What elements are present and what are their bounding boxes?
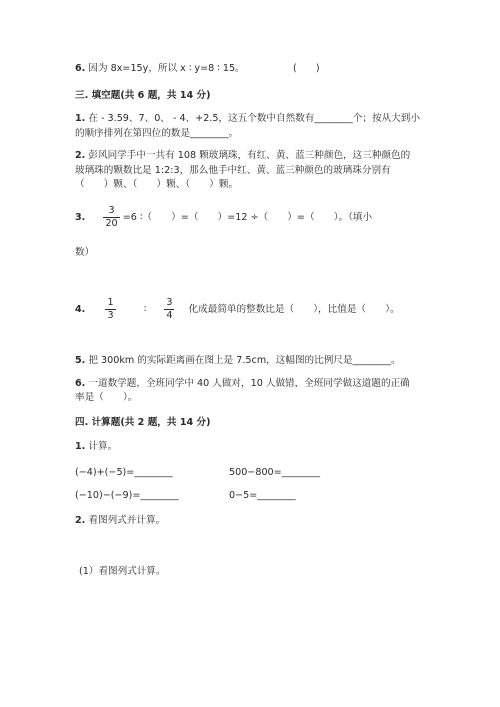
answer-blank: ( )	[293, 63, 320, 74]
fraction	[103, 205, 119, 230]
question-text: 在 - 3.59、7、0、 - 4、+2.5，这五个数中自然数有________个；按从大到小	[88, 113, 420, 124]
fraction-denominator: 20	[105, 217, 118, 229]
section-title-calc: 四. 计算题(共 2 题，共 14 分)	[75, 417, 211, 428]
sub-question-1: (1）看图列式计算。	[79, 566, 166, 577]
fraction-numerator: 1	[107, 296, 114, 308]
question-number: 6.	[75, 378, 86, 389]
question-text-continued: 率是（ ）。	[75, 392, 138, 403]
fill-question-3	[75, 203, 372, 233]
fill-question-6	[75, 377, 410, 390]
expression-1: (−4)+(−5)=________	[75, 467, 173, 478]
fill-question-5	[75, 354, 400, 367]
question-number: 5.	[75, 355, 86, 366]
fraction	[164, 297, 174, 322]
question-text: 计算。	[88, 441, 118, 452]
fill-question-2	[75, 149, 410, 162]
section-title-fill: 三. 填空题(共 6 题，共 14 分)	[75, 90, 211, 101]
question-number: 1.	[75, 113, 86, 124]
question-text: 把 300km 的实际距离画在图上是 7.5cm，这幅图的比例尺是________。	[88, 355, 401, 366]
question-text: =6 ∶（ ）=（ ）=12 ÷（ ）=（ ）。（填小	[122, 212, 373, 223]
question-text: 彭风同学手中一共有 108 颗玻璃珠，有红、黄、蓝三种颜色，这三种颜色的	[88, 150, 411, 161]
question-number: 3.	[75, 212, 86, 223]
question-text: 一道数学题，全班同学中 40 人做对，10 人做错，全班同学做这道题的正确	[88, 378, 410, 389]
ratio-colon: ∶	[143, 304, 147, 315]
question-text: 因为 8x=15y，所以 x ∶ y=8 ∶ 15。	[88, 63, 245, 74]
question-number: 4.	[75, 304, 86, 315]
fill-question-1	[75, 112, 420, 125]
question-number: 6.	[75, 63, 86, 74]
expression-3: (−10)−(−9)=________	[75, 490, 179, 501]
calc-question-1	[75, 440, 117, 453]
fraction	[105, 297, 115, 322]
fraction-denominator: 3	[107, 309, 114, 321]
question-number: 2.	[75, 150, 86, 161]
question-text-continued: 数）	[75, 247, 95, 258]
fraction-numerator: 3	[103, 205, 119, 218]
question-number: 2.	[75, 515, 86, 526]
question-text-continued: 的顺序排列在第四位的数是________。	[75, 128, 239, 139]
question-text-continued: （ ）颗、（ ）颗、（ ）颗。	[75, 179, 239, 190]
expression-2: 500−800=________	[229, 467, 321, 478]
fraction-denominator: 4	[166, 309, 173, 321]
expression-4: 0−5=________	[229, 490, 296, 501]
question-text: 看图列式并计算。	[88, 515, 166, 526]
calc-question-2	[75, 514, 165, 527]
fill-question-4	[75, 295, 400, 325]
fraction-numerator: 3	[166, 296, 173, 308]
question-6-top	[75, 62, 245, 75]
question-number: 1.	[75, 441, 86, 452]
question-text-continued: 玻璃珠的颗数比是 1:2:3，那么他手中红、黄、蓝三种颜色的玻璃珠分别有	[75, 165, 391, 176]
question-text: 化成最简单的整数比是（ ），比值是（ ）。	[188, 304, 400, 315]
